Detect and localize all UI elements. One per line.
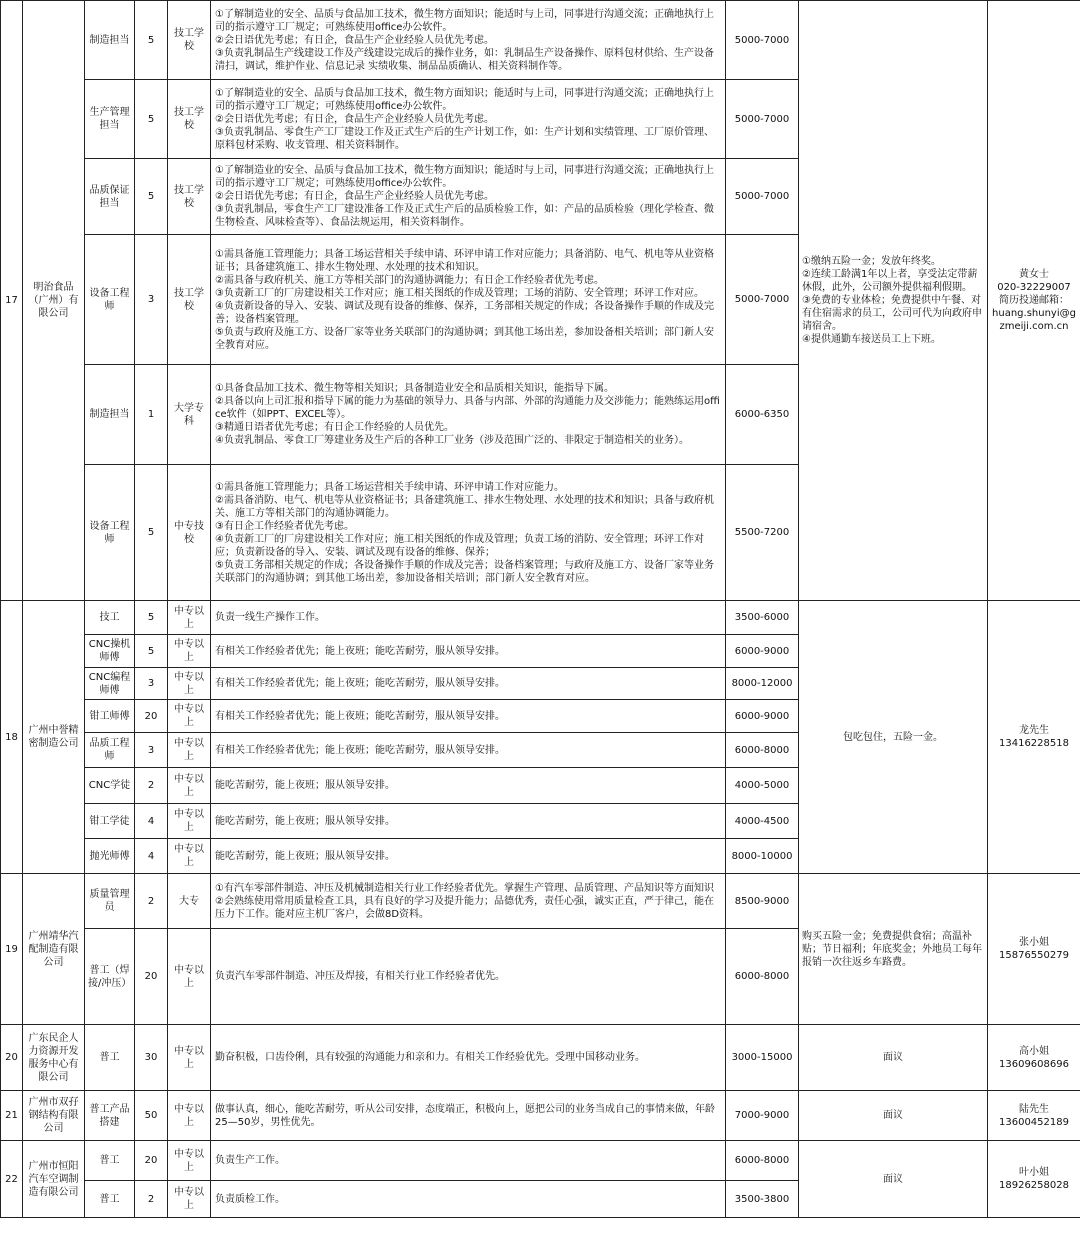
education: 技工学校 (168, 1, 211, 80)
salary-range: 6000-8000 (726, 733, 799, 768)
salary-range: 3000-15000 (726, 1025, 799, 1091)
job-title: 普工（焊接/冲压） (85, 929, 135, 1025)
headcount: 5 (135, 80, 168, 159)
requirement-line: ②需具备与政府机关、施工方等相关部门的沟通协调能力；有日企工作经验者优先考虑。 (215, 274, 604, 286)
requirement-line: 能吃苦耐劳，能上夜班；服从领导安排。 (215, 815, 395, 827)
education: 中专以上 (168, 804, 211, 839)
requirement-line: ④负责新设备的导入、安装、调试及现有设备的维修、保养，工务部相关规定的作成；各设备操作手顺的作成及完善；设备档案管理。 (215, 300, 714, 325)
contact-detail: 简历投递邮箱： (999, 295, 1069, 306)
job-title: 普工 (85, 1025, 135, 1091)
contact-name: 龙先生 (1019, 725, 1049, 736)
requirement-line: ②会日语优先考虑；有日企，食品生产企业经验人员优先考虑。 (215, 113, 494, 125)
contact-detail: 15876550279 (999, 950, 1069, 961)
benefit-line: 包吃包住，五险一金。 (843, 731, 943, 743)
education: 技工学校 (168, 80, 211, 159)
requirement-line: ②会日语优先考虑；有日企，食品生产企业经验人员优先考虑。 (215, 34, 494, 46)
requirement-line: 有相关工作经验者优先；能上夜班；能吃苦耐劳，服从领导安排。 (215, 678, 505, 689)
job-requirements (211, 1181, 726, 1218)
education: 中专以上 (168, 1181, 211, 1218)
contact-detail: 020-32229007 (997, 282, 1071, 293)
contact (988, 1025, 1080, 1091)
headcount: 5 (135, 635, 168, 668)
job-title: 设备工程师 (85, 235, 135, 365)
requirement-line: 有相关工作经验者优先；能上夜班；能吃苦耐劳，服从领导安排。 (215, 744, 505, 756)
requirement-line: ⑤负责与政府及施工方、设备厂家等业务关联部门的沟通协调；到其他工场出差，参加设备相关培训；部门新人安全教育对应。 (215, 326, 714, 351)
requirement-line: ①了解制造业的安全、品质与食品加工技术，微生物方面知识；能适时与上司，同事进行沟通交流；正确地执行上司的指示遵守工厂规定；可熟练使用office办公软件。 (215, 8, 714, 33)
headcount: 2 (135, 874, 168, 929)
company-number: 18 (1, 601, 23, 874)
headcount: 5 (135, 601, 168, 635)
company-name: 广州市恒阳汽车空调制造有限公司 (23, 1141, 85, 1218)
benefits (799, 1141, 988, 1218)
job-title: 钳工师傅 (85, 700, 135, 733)
contact-name: 叶小姐 (1019, 1167, 1049, 1178)
education: 中专以上 (168, 733, 211, 768)
benefit-line: 面议 (883, 1052, 903, 1063)
education: 中专以上 (168, 768, 211, 804)
headcount: 3 (135, 668, 168, 700)
job-title: 生产管理担当 (85, 80, 135, 159)
headcount: 20 (135, 929, 168, 1025)
job-requirements (211, 601, 726, 635)
benefit-line: ④提供通勤车接送员工上下班。 (802, 334, 941, 345)
requirement-line: ③负责新工厂的厂房建设相关工作对应；施工相关图纸的作成及管理；工场的消防、安全管理；环评工作对应。 (215, 287, 704, 299)
job-requirements (211, 635, 726, 668)
requirement-line: ②会日语优先考虑；有日企，食品生产企业经验人员优先考虑。 (215, 191, 494, 202)
job-requirements (211, 80, 726, 159)
headcount: 2 (135, 1181, 168, 1218)
contact-name: 高小姐 (1019, 1045, 1049, 1057)
contact-detail: 13600452189 (999, 1116, 1069, 1128)
headcount: 5 (135, 159, 168, 235)
job-title: 质量管理员 (85, 874, 135, 929)
requirement-line: ②需具备消防、电气、机电等从业资格证书；具备建筑施工、排水生物处理、水处理的技术和知识；具备与政府机关、施工方等相关部门的沟通协调能力。 (215, 494, 714, 519)
requirement-line: ④负责新工厂的厂房建设相关工作对应；施工相关图纸的作成及管理；负责工场的消防、安全管理；环评工作对应；负责新设备的导入、安装、调试及现有设备的维修、保养； (215, 533, 704, 558)
job-requirements (211, 1091, 726, 1141)
company-number: 21 (1, 1091, 23, 1141)
job-title: 普工 (85, 1181, 135, 1218)
salary-range: 6000-8000 (726, 929, 799, 1025)
education: 中专以上 (168, 839, 211, 874)
requirement-line: 有相关工作经验者优先；能上夜班；能吃苦耐劳，服从领导安排。 (215, 645, 505, 657)
education: 大学专科 (168, 365, 211, 465)
salary-range: 3500-6000 (726, 601, 799, 635)
education: 中专以上 (168, 635, 211, 668)
job-title: 普工产品搭建 (85, 1091, 135, 1141)
salary-range: 6000-9000 (726, 635, 799, 668)
requirement-line: ①有汽车零部件制造、冲压及机械制造相关行业工作经验者优先。掌握生产管理、品质管理、产品知识等方面知识 (215, 882, 714, 894)
salary-range: 8000-10000 (726, 839, 799, 874)
benefit-line: 购买五险一金；免费提供食宿；高温补贴；节日福利；年底奖金；外地员工每年报销一次往返乡车路费。 (802, 930, 982, 968)
salary-range: 7000-9000 (726, 1091, 799, 1141)
benefit-line: ①缴纳五险一金；发放年终奖。 (802, 256, 941, 267)
table-row (1, 1, 1080, 80)
job-title: CNC编程师傅 (85, 668, 135, 700)
headcount: 3 (135, 235, 168, 365)
job-requirements (211, 1, 726, 80)
job-requirements (211, 159, 726, 235)
company-name: 广州中誉精密制造公司 (23, 601, 85, 874)
company-number: 20 (1, 1025, 23, 1091)
education: 中专以上 (168, 700, 211, 733)
job-requirements (211, 768, 726, 804)
job-title: 普工 (85, 1141, 135, 1181)
salary-range: 5000-7000 (726, 1, 799, 80)
job-title: 品质保证担当 (85, 159, 135, 235)
contact-name: 黄女士 (1019, 269, 1049, 280)
requirement-line: ②会熟练使用常用质量检查工具，具有良好的学习及提升能力；品德优秀，责任心强，诚实正直，严于律己，能在压力下工作。能对应主机厂客户，会做8D资料。 (215, 895, 714, 920)
salary-range: 8500-9000 (726, 874, 799, 929)
requirement-line: ③有日企工作经验者优先考虑。 (215, 520, 354, 532)
requirement-line: 能吃苦耐劳，能上夜班；服从领导安排。 (215, 780, 395, 791)
company-name: 广州靖华汽配制造有限公司 (23, 874, 85, 1025)
requirement-line: ①具备食品加工技术、微生物等相关知识；具备制造业安全和品质相关知识，能指导下属。 (215, 383, 614, 394)
salary-range: 5000-7000 (726, 235, 799, 365)
requirement-line: 负责汽车零部件制造、冲压及焊接，有相关行业工作经验者优先。 (215, 971, 505, 982)
job-requirements (211, 839, 726, 874)
company-number: 17 (1, 1, 23, 601)
job-requirements (211, 874, 726, 929)
education: 中专以上 (168, 601, 211, 635)
contact-detail: 13416228518 (999, 738, 1069, 749)
contact-detail: 13609608696 (999, 1058, 1069, 1070)
requirement-line: 勤奋积极，口齿伶俐，具有较强的沟通能力和亲和力。有相关工作经验优先。受理中国移动业务。 (215, 1052, 645, 1063)
salary-range: 3500-3800 (726, 1181, 799, 1218)
job-requirements (211, 929, 726, 1025)
job-title: 抛光师傅 (85, 839, 135, 874)
job-requirements (211, 700, 726, 733)
headcount: 20 (135, 700, 168, 733)
headcount: 2 (135, 768, 168, 804)
headcount: 4 (135, 804, 168, 839)
job-requirements (211, 1025, 726, 1091)
requirement-line: ③负责乳制品，零食生产工厂建设准备工作及正式生产后的品质检验工作，如：产品的品质检验（理化学检查、微生物检查、风味检查等）、食品法规运用，相关资料制作。 (215, 204, 714, 228)
job-title: 制造担当 (85, 1, 135, 80)
salary-range: 5000-7000 (726, 80, 799, 159)
requirement-line: ⑤负责工务部相关规定的作成；各设备操作手顺的作成及完善；设备档案管理；与政府及施工方、设备厂家等业务关联部门的沟通协调；到其他工场出差，参加设备相关培训；部门新人安全教育对应。 (215, 559, 714, 584)
table-row (1, 1091, 1080, 1141)
benefits (799, 601, 988, 874)
company-name: 广东民企人力资源开发服务中心有限公司 (23, 1025, 85, 1091)
requirement-line: 做事认真，细心，能吃苦耐劳，听从公司安排，态度端正，积极向上，愿把公司的业务当成自己的事情来做，年龄25—50岁，男性优先。 (215, 1103, 715, 1128)
job-title: 品质工程师 (85, 733, 135, 768)
requirement-line: ①了解制造业的安全、品质与食品加工技术，微生物方面知识；能适时与上司，同事进行沟通交流；正确地执行上司的指示遵守工厂规定；可熟练使用office办公软件。 (215, 165, 714, 189)
benefit-line: 面议 (883, 1110, 903, 1121)
requirement-line: ④负责乳制品、零食工厂筹建业务及生产后的各种工厂业务（涉及范围广泛的、非限定于制造相关的业务）。 (215, 435, 689, 446)
table-row (1, 601, 1080, 635)
contact-detail: 18926258028 (999, 1180, 1069, 1191)
job-title: 设备工程师 (85, 465, 135, 601)
requirement-line: 能吃苦耐劳，能上夜班；服从领导安排。 (215, 850, 395, 862)
table-row (1, 874, 1080, 929)
salary-range: 4000-5000 (726, 768, 799, 804)
salary-range: 6000-6350 (726, 365, 799, 465)
headcount: 20 (135, 1141, 168, 1181)
contact-name: 陆先生 (1019, 1103, 1049, 1115)
contact (988, 601, 1080, 874)
headcount: 1 (135, 365, 168, 465)
benefits (799, 1025, 988, 1091)
benefit-line: 面议 (883, 1173, 903, 1185)
job-title: 制造担当 (85, 365, 135, 465)
job-requirements (211, 465, 726, 601)
requirement-line: ③负责乳制品、零食生产工厂建设工作及正式生产后的生产计划工作，如：生产计划和实绩管理、工厂原价管理、原料包材采购、收支管理、相关资料制作。 (215, 126, 714, 151)
requirement-line: ③精通日语者优先考虑；有日企工作经验的人员优先。 (215, 422, 454, 433)
requirement-line: ①了解制造业的安全、品质与食品加工技术，微生物方面知识；能适时与上司，同事进行沟通交流；正确地执行上司的指示遵守工厂规定；可熟练使用office办公软件。 (215, 87, 714, 112)
company-name: 明治食品（广州）有限公司 (23, 1, 85, 601)
job-requirements (211, 365, 726, 465)
table-row (1, 1025, 1080, 1091)
benefits (799, 1091, 988, 1141)
headcount: 5 (135, 1, 168, 80)
job-title: CNC操机师傅 (85, 635, 135, 668)
salary-range: 5500-7200 (726, 465, 799, 601)
salary-range: 4000-4500 (726, 804, 799, 839)
contact (988, 1, 1080, 601)
education: 中专以上 (168, 1025, 211, 1091)
job-title: 技工 (85, 601, 135, 635)
job-title: CNC学徒 (85, 768, 135, 804)
education: 技工学校 (168, 159, 211, 235)
education: 中专技校 (168, 465, 211, 601)
education: 中专以上 (168, 1141, 211, 1181)
salary-range: 5000-7000 (726, 159, 799, 235)
requirement-line: ③负责乳制品生产线建设工作及产线建设完成后的操作业务，如：乳制品生产设备操作、原料包材供给、生产设备清扫，调试，维护作业、信息记录 实绩收集、制品品质确认、相关资料制作等。 (215, 47, 714, 72)
salary-range: 6000-9000 (726, 700, 799, 733)
contact-detail: huang.shunyi@gzmeiji.com.cn (992, 308, 1076, 332)
requirement-line: 负责生产工作。 (215, 1155, 285, 1166)
job-title: 钳工学徒 (85, 804, 135, 839)
contact-name: 张小姐 (1019, 937, 1049, 948)
salary-range: 6000-8000 (726, 1141, 799, 1181)
education: 中专以上 (168, 1091, 211, 1141)
requirement-line: ①需具备施工管理能力；具备工场运营相关手续申请、环评申请工作对应能力；具备消防、电气、机电等从业资格证书；具备建筑施工、排水生物处理、水处理的技术和知识。 (215, 248, 714, 273)
job-requirements (211, 1141, 726, 1181)
benefit-line: ②连续工龄满1年以上者，享受法定带薪休假，此外，公司额外提供福利假期。 (802, 269, 978, 293)
job-requirements (211, 235, 726, 365)
education: 技工学校 (168, 235, 211, 365)
contact (988, 874, 1080, 1025)
education: 中专以上 (168, 668, 211, 700)
benefits (799, 874, 988, 1025)
headcount: 4 (135, 839, 168, 874)
headcount: 50 (135, 1091, 168, 1141)
requirement-line: 有相关工作经验者优先；能上夜班；能吃苦耐劳，服从领导安排。 (215, 710, 505, 722)
table-row (1, 1141, 1080, 1181)
salary-range: 8000-12000 (726, 668, 799, 700)
job-requirements (211, 804, 726, 839)
requirement-line: ①需具备施工管理能力；具备工场运营相关手续申请、环评申请工作对应能力。 (215, 481, 564, 493)
education: 大专 (168, 874, 211, 929)
company-number: 19 (1, 874, 23, 1025)
benefits (799, 1, 988, 601)
headcount: 3 (135, 733, 168, 768)
company-name: 广州市双孖钢结构有限公司 (23, 1091, 85, 1141)
job-requirements (211, 668, 726, 700)
requirement-line: 负责质检工作。 (215, 1193, 285, 1205)
requirement-line: ②具备以向上司汇报和指导下属的能力为基础的领导力、具备与内部、外部的沟通能力及交涉能力；能熟练运用office软件（如PPT、EXCEL等）。 (215, 396, 720, 420)
company-number: 22 (1, 1141, 23, 1218)
requirement-line: 负责一线生产操作工作。 (215, 612, 325, 623)
benefit-line: ③免费的专业体检；免费提供中午餐、对有住宿需求的员工，公司可代为向政府申请宿舍。 (802, 295, 982, 332)
contact (988, 1141, 1080, 1218)
headcount: 5 (135, 465, 168, 601)
headcount: 30 (135, 1025, 168, 1091)
education: 中专以上 (168, 929, 211, 1025)
job-requirements (211, 733, 726, 768)
contact (988, 1091, 1080, 1141)
